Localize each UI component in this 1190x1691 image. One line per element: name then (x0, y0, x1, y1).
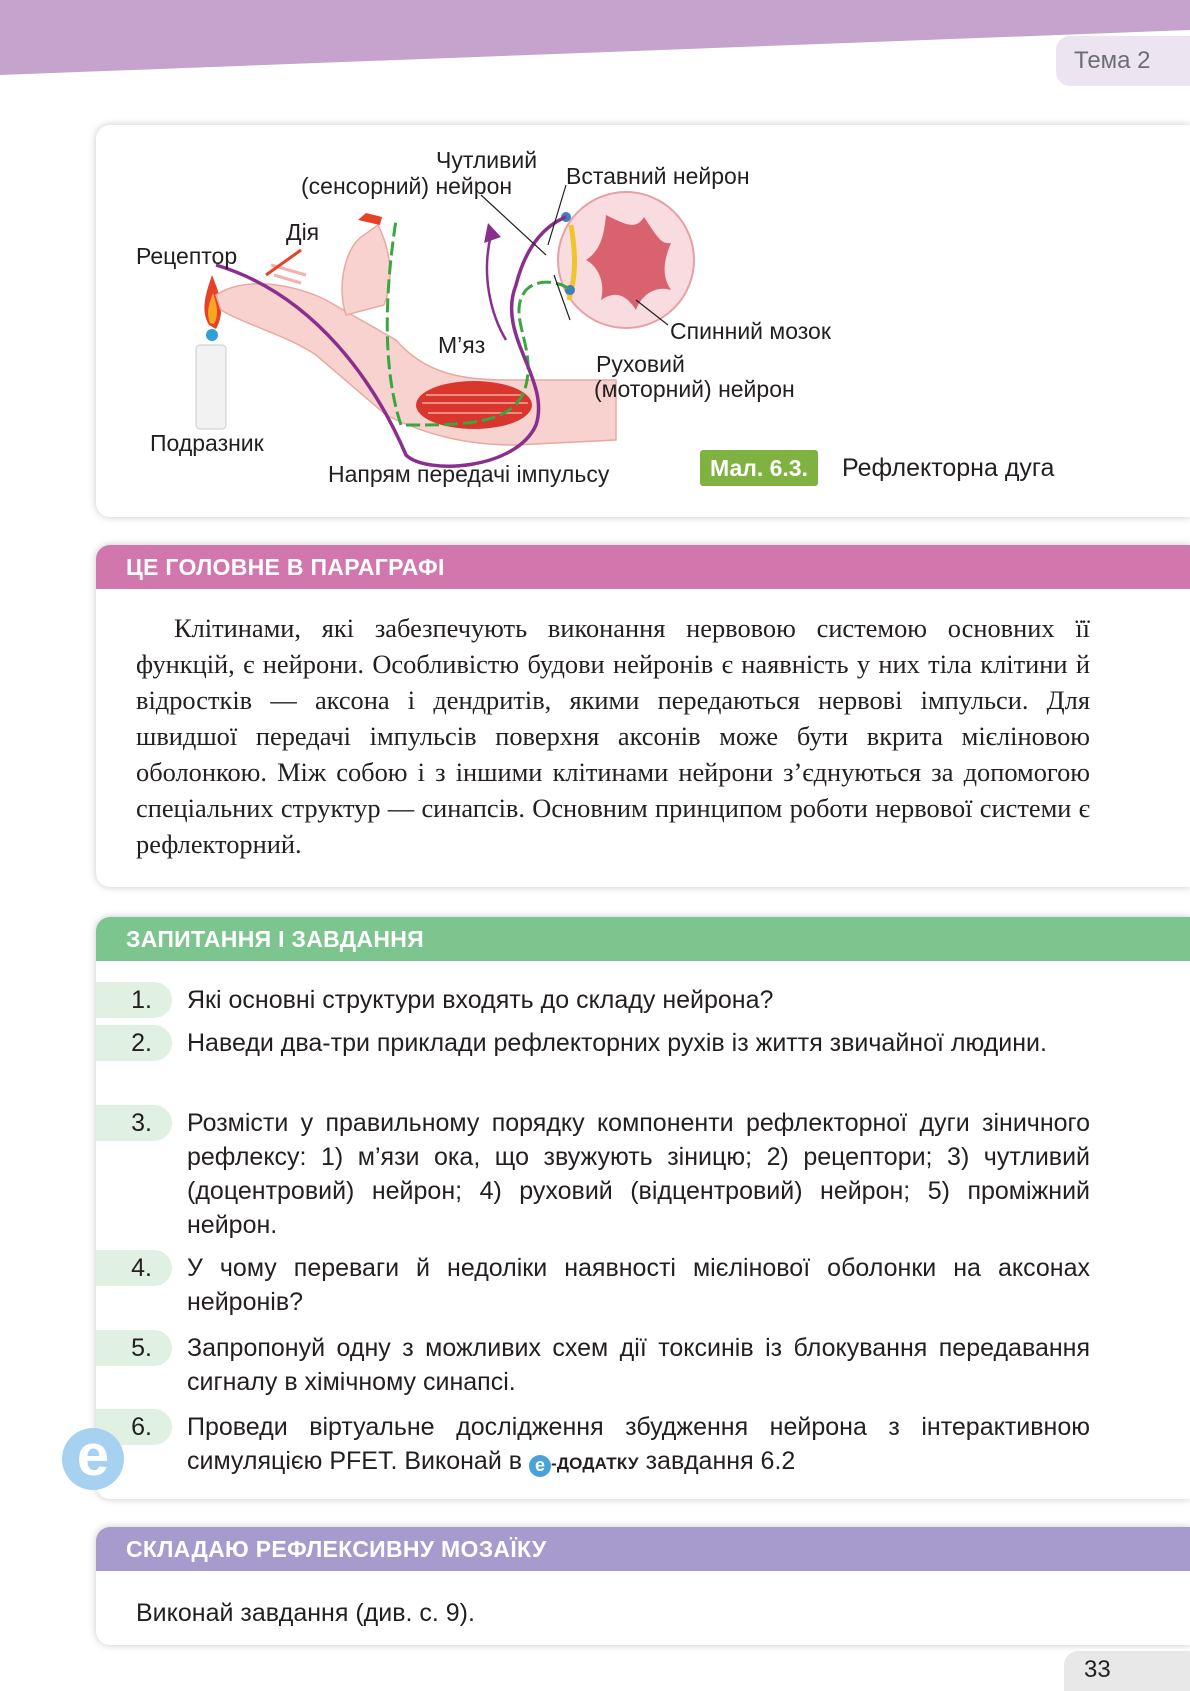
questions-header: ЗАПИТАННЯ І ЗАВДАННЯ (96, 917, 1190, 961)
mosaic-text: Виконай завдання (див. с. 9). (136, 1599, 475, 1627)
page-number: 33 (1064, 1651, 1190, 1691)
arm-shape (216, 213, 616, 445)
e-addon-icon[interactable]: е (529, 1455, 551, 1477)
question-text-part: завдання 6.2 (645, 1447, 796, 1475)
question-number: 5. (96, 1330, 172, 1366)
top-band (0, 0, 1190, 90)
figure-caption-text: Рефлекторна дуга (842, 454, 1055, 482)
question-text: Запропонуй одну з можливих схем дії токсинів із блокування передавання сигналу в хімічному синапсі. (187, 1334, 1090, 1396)
summary-text: Клітинами, які забезпечують виконання нервовою системою основних її функцій, є нейрони. Особливістю будови нейронів є наявність у них тіла клітини й відростків — аксона і дендритів, якими передаються нервові імпульси. Для швидшої передачі імпульсів поверхня аксонів може бути вкрита мієліновою оболонкою. Між собою і з іншими клітинами нейрони з’єднуються за допомогою спеціальних структур — синапсів. Основним принципом роботи нервової системи є рефлекторний. (136, 613, 1090, 859)
label-motor-neuron-line1: Руховий (596, 351, 685, 377)
label-receptor: Рецептор (136, 243, 238, 269)
question-text: У чому переваги й недоліки наявності мієлінової оболонки на аксонах нейронів? (187, 1254, 1090, 1316)
label-spinal-cord: Спинний мозок (670, 318, 831, 344)
summary-header: ЦЕ ГОЛОВНЕ В ПАРАГРАФІ (96, 545, 1190, 589)
label-interneuron: Вставний нейрон (566, 163, 750, 189)
spinal-cord-section (558, 192, 694, 328)
topic-tab: Тема 2 (1056, 36, 1190, 86)
figure-caption-badge: Мал. 6.3. (700, 450, 818, 486)
e-resource-icon[interactable]: е (62, 1428, 124, 1490)
question-text (187, 1410, 1090, 1481)
label-impulse-direction: Напрям передачі імпульсу (328, 461, 610, 487)
question-number: 1. (96, 982, 172, 1018)
label-muscle: М’яз (438, 332, 486, 358)
label-stimulus: Подразник (150, 430, 264, 456)
question-text: Наведи два-три приклади рефлекторних рухів із життя звичайної людини. (187, 1029, 1047, 1057)
question-number: 3. (96, 1105, 172, 1141)
label-sensory-neuron-line1: Чутливий (436, 147, 538, 173)
label-sensory-neuron-line2: (сенсорний) нейрон (301, 173, 513, 199)
question-text-part: Проведи віртуальне дослідження збудження нейрона з інтерактивною симуляцією PFET. Виконай в (187, 1413, 1090, 1475)
label-motor-neuron-line2: (моторний) нейрон (594, 376, 795, 402)
question-text: Розмісти у правильному порядку компоненти рефлекторної дуги зіничного рефлексу: 1) м’язи ока, що звужують зіницю; 2) рецептори; 3) чутливий (доцентровий) нейрон; 4) руховий (відцентровий) нейрон; 5) проміжний нейрон. (187, 1109, 1090, 1239)
question-text: Які основні структури входять до складу нейрона? (187, 986, 774, 1014)
label-action: Дія (286, 219, 320, 245)
question-number: 4. (96, 1250, 172, 1286)
e-addon-link[interactable]: -ДОДАТКУ (550, 1454, 639, 1473)
question-number: 2. (96, 1025, 172, 1061)
mosaic-header: СКЛАДАЮ РЕФЛЕКСИВНУ МОЗАЇКУ (96, 1527, 1190, 1571)
question-number: 6. (96, 1409, 172, 1445)
